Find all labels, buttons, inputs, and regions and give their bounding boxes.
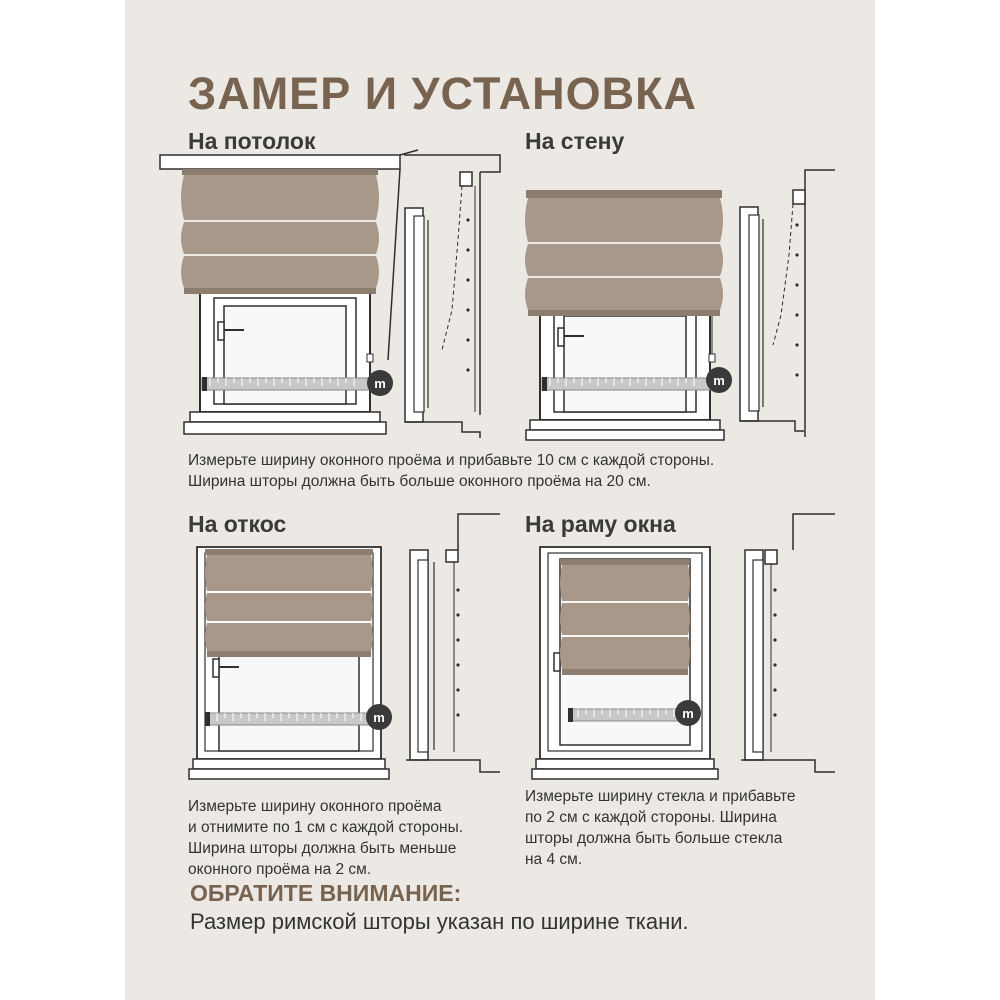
slope-line-4: оконного проёма на 2 см. xyxy=(188,861,372,878)
frame-line-2: по 2 см с каждой стороны. Ширина xyxy=(525,809,777,826)
slope-instructions xyxy=(188,796,463,880)
slope-line-1: Измерьте ширину оконного проёма xyxy=(188,798,442,815)
section-title-ceiling: На потолок xyxy=(188,128,316,154)
svg-text:m: m xyxy=(373,710,385,725)
section-title-slope: На откос xyxy=(188,511,287,537)
frame-line-4: на 4 см. xyxy=(525,851,583,868)
frame-window-illustration xyxy=(530,545,720,780)
note-title: ОБРАТИТЕ ВНИМАНИЕ: xyxy=(190,880,462,906)
svg-text:m: m xyxy=(682,706,694,721)
frame-instructions xyxy=(525,786,796,870)
note-text: Размер римской шторы указан по ширине ткани. xyxy=(190,909,689,934)
slope-window-illustration xyxy=(185,545,405,785)
slope-line-2: и отнимите по 1 см с каждой стороны. xyxy=(188,819,464,836)
ceiling-window-illustration xyxy=(160,150,420,440)
ceiling-line-2: Ширина шторы должна быть больше оконного проёма на 20 см. xyxy=(188,473,651,490)
wall-side-view xyxy=(735,165,845,440)
section-title-wall: На стену xyxy=(525,128,625,154)
ceiling-wall-instructions xyxy=(188,450,714,492)
ceiling-line-1: Измерьте ширину оконного проёма и прибавьте 10 см с каждой стороны. xyxy=(188,452,715,469)
wall-window-illustration xyxy=(520,180,740,440)
frame-line-1: Измерьте ширину стекла и прибавьте xyxy=(525,788,796,805)
frame-side-view xyxy=(735,510,845,780)
section-title-frame: На раму окна xyxy=(525,511,676,537)
slope-side-view xyxy=(400,510,510,780)
frame-line-3: шторы должна быть больше стекла xyxy=(525,830,783,847)
tape-label: m xyxy=(374,376,386,391)
svg-text:m: m xyxy=(713,373,725,388)
page-title: ЗАМЕР И УСТАНОВКА xyxy=(188,68,698,119)
slope-line-3: Ширина шторы должна быть меньше xyxy=(188,840,457,857)
ceiling-side-view xyxy=(400,150,510,440)
